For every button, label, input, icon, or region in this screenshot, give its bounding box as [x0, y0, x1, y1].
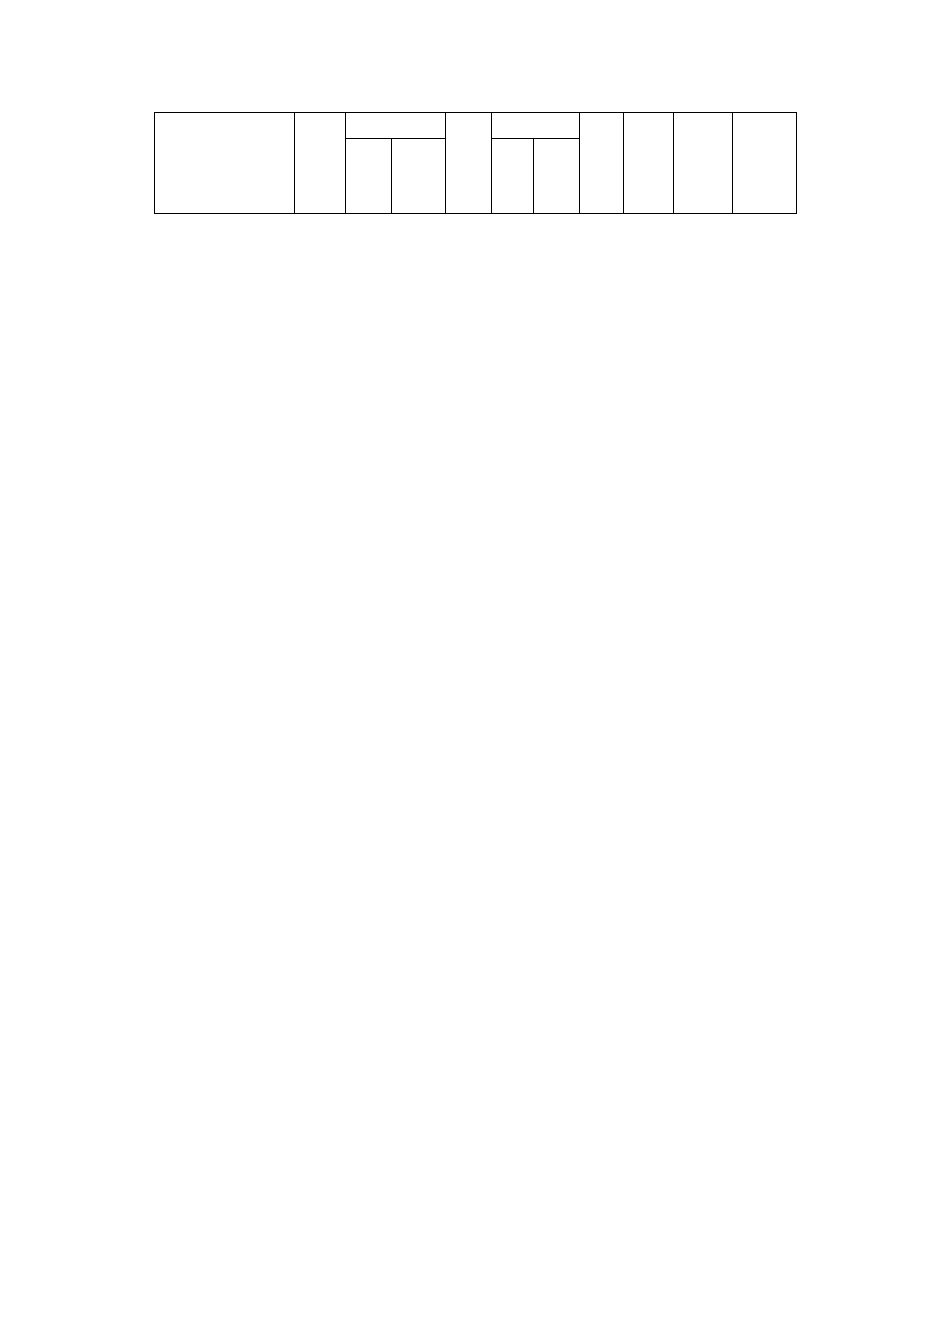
- header-needle-roller: [295, 113, 346, 214]
- header-blank-cell: [155, 113, 295, 214]
- header-thrust-spherical: [733, 113, 797, 214]
- header-thrust-ball-group: [492, 113, 580, 139]
- header-tapered-double: [392, 139, 446, 214]
- header-thrust-cylindrical: [580, 113, 624, 214]
- header-thrust-needle: [624, 113, 674, 214]
- header-thrust-ball-flat: [492, 139, 534, 214]
- header-thrust-ball-aligning: [534, 139, 580, 214]
- bearing-comparison-table: [154, 112, 797, 214]
- header-tapered-single: [346, 139, 392, 214]
- header-spherical-roller: [446, 113, 492, 214]
- header-tapered-roller-group: [346, 113, 446, 139]
- header-thrust-tapered: [674, 113, 733, 214]
